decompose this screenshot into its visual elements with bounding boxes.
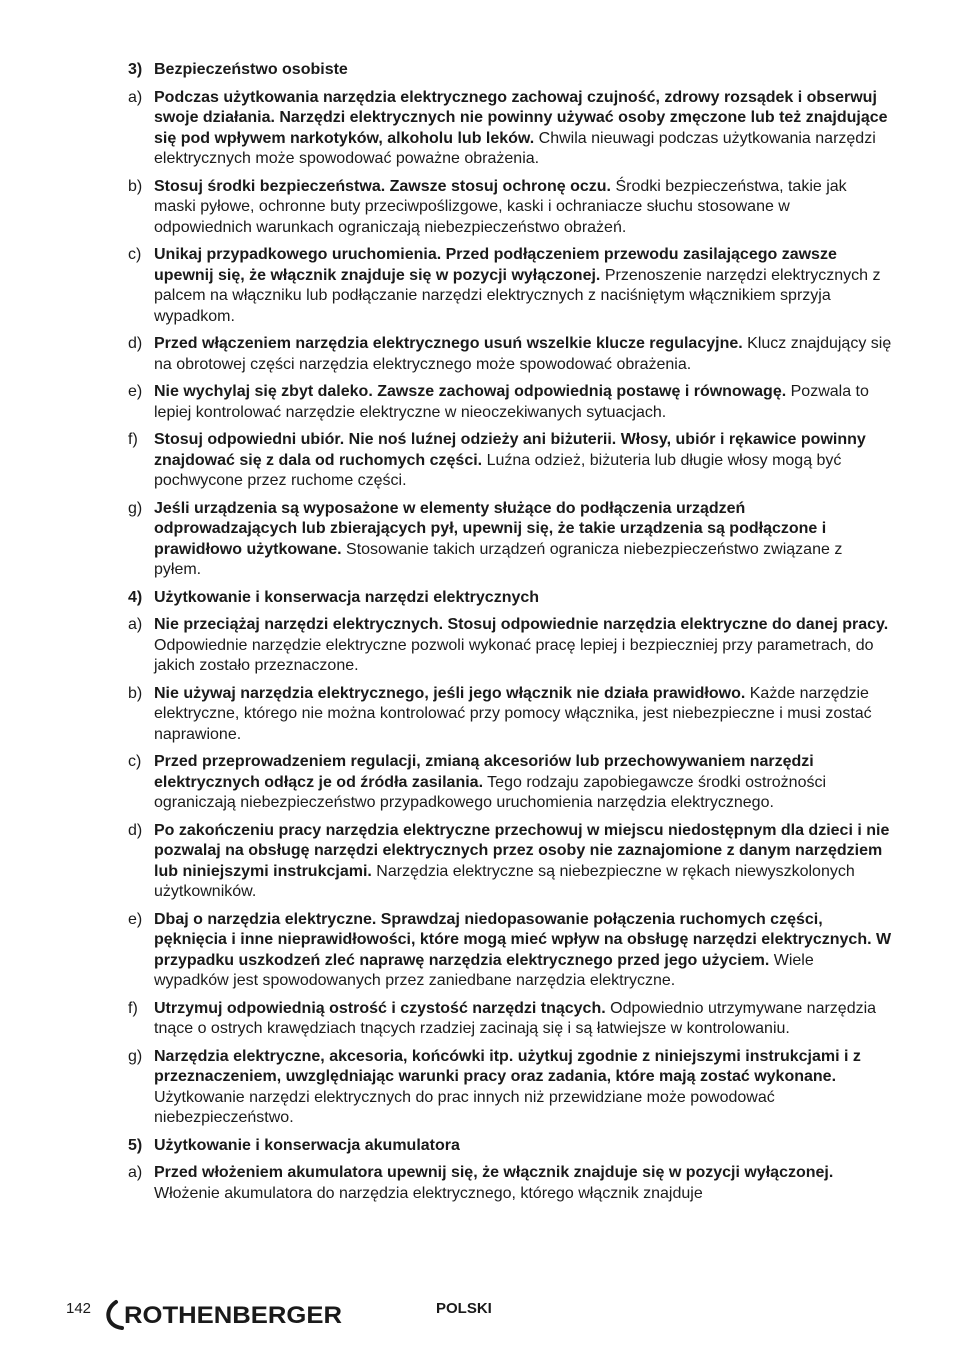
item-letter: g): [128, 1047, 143, 1065]
item-text: [154, 615, 892, 677]
section-number: 5): [128, 1136, 143, 1154]
list-item: [128, 999, 892, 1040]
item-normal-text: Odpowiednie narzędzie elektryczne pozwoli wykonać pracę lepiej i bezpieczniej przy parametrach, do jakich zostało przeznaczone.: [154, 636, 874, 674]
item-letter: e): [128, 383, 143, 400]
item-letter: e): [128, 910, 143, 928]
item-normal-text: Luźna odzież, biżuteria lub długie włosy mogą być pochwycone przez ruchome części.: [154, 451, 842, 489]
item-bold-text: Nie używaj narzędzia elektrycznego, jeśli jego włącznik nie działa prawidłowo.: [154, 684, 746, 702]
page-number: 142: [66, 1300, 92, 1317]
section-title: Bezpieczeństwo osobiste: [154, 61, 348, 78]
item-bold-text: Jeśli urządzenia są wyposażone w elementy służące do podłączenia urządzeń odprowadzających lub zbierających pył, upewnij się, że takie urządzenia są podłączone i prawidłowo użytkowane.: [154, 499, 827, 558]
list-item: [128, 1047, 892, 1129]
item-text: [154, 999, 892, 1040]
list-item: [128, 334, 892, 375]
item-letter: d): [128, 821, 143, 839]
item-text: [154, 752, 892, 814]
item-normal-text: Użytkowanie narzędzi elektrycznych do prac innych niż przewidziane może powodować niebezpieczeństwo.: [154, 1088, 775, 1126]
language-label: POLSKI: [436, 1300, 492, 1317]
item-bold-text: Nie wychylaj się zbyt daleko. Zawsze zachowaj odpowiednią postawę i równowagę.: [154, 383, 787, 400]
item-letter: b): [128, 684, 143, 702]
item-normal-text: Przenoszenie narzędzi elektrycznych z palcem na włączniku lub podłączanie narzędzi elektrycznych z naciśniętym włącznikiem sprzyja wypadkom.: [154, 266, 881, 325]
item-normal-text: Każde narzędzie elektryczne, którego nie można kontrolować przy pomocy włącznika, jest niebezpieczne i musi zostać naprawione.: [154, 684, 872, 743]
item-normal-text: Pozwala to lepiej kontrolować narzędzie elektryczne w nieoczekiwanych sytuacjach.: [154, 383, 869, 421]
section-heading: [128, 60, 892, 81]
item-text: [154, 821, 892, 903]
item-text: [154, 382, 892, 423]
item-bold-text: Przed włożeniem akumulatora upewnij się, że włącznik znajduje się w pozycji wyłączonej.: [154, 1164, 834, 1181]
list-item: [128, 910, 892, 992]
list-item: [128, 752, 892, 814]
item-letter: c): [128, 753, 142, 770]
item-normal-text: Wiele wypadków jest spowodowanych przez zaniedbane narzędzia elektryczne.: [154, 951, 814, 989]
list-item: [128, 88, 892, 170]
section-number: 3): [128, 61, 143, 78]
section-number: 4): [128, 588, 143, 606]
section-title: Użytkowanie i konserwacja akumulatora: [154, 1136, 460, 1154]
list-item: [128, 245, 892, 327]
item-bold-text: Po zakończeniu pracy narzędzia elektryczne przechowuj w miejscu niedostępnym dla dzieci i nie pozwalaj na obsługę narzędzi elektrycznych przez osoby nie zaznajomione z danym narzędziem lub niniejszymi instrukcjami.: [154, 821, 890, 880]
item-text: [154, 430, 892, 492]
item-normal-text: Odpowiednio utrzymywane narzędzia tnące o ostrych krawędziach tnących rzadziej zacinają się i są łatwiejsze w kontrolowaniu.: [154, 999, 877, 1037]
item-letter: f): [128, 431, 138, 448]
list-item: [128, 177, 892, 239]
item-text: [154, 334, 892, 375]
item-bold-text: Przed przeprowadzeniem regulacji, zmianą akcesoriów lub przechowywaniem narzędzi elektrycznych odłącz je od źródła zasilania.: [154, 753, 814, 791]
item-letter: g): [128, 499, 143, 517]
item-bold-text: Narzędzia elektryczne, akcesoria, końcówki itp. użytkuj zgodnie z niniejszymi instrukcjami i z przeznaczeniem, uwzględniając warunki pracy oraz zadania, które mają zostać wykonane.: [154, 1047, 861, 1085]
item-normal-text: Środki bezpieczeństwa, takie jak maski pyłowe, ochronne buty przeciwpoślizgowe, kaski i ochraniacze słuchu stosowane w odpowiednich warunkach ograniczają niebezpieczeństwo obrażeń.: [154, 177, 847, 236]
page-footer: [66, 1296, 866, 1336]
item-bold-text: Dbaj o narzędzia elektryczne. Sprawdzaj niedopasowanie połączenia ruchomych części, pęknięcia i inne nieprawidłowości, które mogą mieć wpływ na obsługę narzędzi elektrycznych. W przypadku uszkodzeń zleć naprawę narzędzia elektrycznego przed jego użyciem.: [154, 910, 892, 969]
item-text: [154, 684, 892, 746]
item-normal-text: Narzędzia elektryczne są niebezpieczne w rękach niewyszkolonych użytkowników.: [154, 862, 855, 900]
section-heading: [128, 1136, 892, 1157]
item-normal-text: Chwila nieuwagi podczas użytkowania narzędzi elektrycznych może spowodować poważne obrażenia.: [154, 129, 876, 167]
item-letter: a): [128, 88, 143, 106]
item-bold-text: Przed włączeniem narzędzia elektrycznego usuń wszelkie klucze regulacyjne.: [154, 335, 743, 352]
item-text: [154, 1163, 892, 1204]
list-item: [128, 1163, 892, 1204]
item-letter: a): [128, 1164, 143, 1181]
brand-text: ROTHENBERGER: [124, 1302, 342, 1329]
section-title: Użytkowanie i konserwacja narzędzi elektrycznych: [154, 588, 540, 606]
item-text: [154, 499, 892, 581]
list-item: [128, 382, 892, 423]
item-letter: a): [128, 616, 143, 633]
item-bold-text: Podczas użytkowania narzędzia elektrycznego zachowaj czujność, zdrowy rozsądek i obserwuj swoje działania. Narzędzi elektrycznych nie powinny używać osoby zmęczone lub też znajdujące się pod wpływem narkotyków, alkoholu lub leków.: [154, 88, 888, 147]
item-normal-text: Klucz znajdujący się na obrotowej części narzędzia elektrycznego może spowodować obrażenia.: [154, 335, 892, 373]
item-bold-text: Utrzymuj odpowiednią ostrość i czystość narzędzi tnących.: [154, 999, 606, 1017]
list-item: [128, 499, 892, 581]
item-bold-text: Nie przeciążaj narzędzi elektrycznych. Stosuj odpowiednie narzędzia elektryczne do danej pracy.: [154, 616, 889, 633]
item-letter: d): [128, 335, 143, 352]
item-bold-text: Unikaj przypadkowego uruchomienia. Przed podłączeniem przewodu zasilającego zawsze upewnij się, że włącznik znajduje się w pozycji wyłączonej.: [154, 246, 837, 284]
list-item: [128, 615, 892, 677]
item-letter: b): [128, 177, 143, 195]
document-page: [128, 60, 892, 1211]
item-normal-text: Włożenie akumulatora do narzędzia elektrycznego, którego włącznik znajduje: [154, 1184, 703, 1202]
item-text: [154, 177, 892, 239]
item-bold-text: Stosuj odpowiedni ubiór. Nie noś luźnej odzieży ani biżuterii. Włosy, ubiór i rękawice powinny znajdować się z dala od ruchomych części.: [154, 431, 866, 469]
item-text: [154, 88, 892, 170]
list-item: [128, 821, 892, 903]
section-heading: [128, 588, 892, 609]
item-text: [154, 1047, 892, 1129]
item-text: [154, 910, 892, 992]
item-normal-text: Tego rodzaju zapobiegawcze środki ostrożności ograniczają niebezpieczeństwo przypadkowego uruchomienia narzędzia elektrycznego.: [154, 773, 827, 811]
item-bold-text: Stosuj środki bezpieczeństwa. Zawsze stosuj ochronę oczu.: [154, 177, 611, 195]
rothenberger-logo: [102, 1296, 352, 1332]
item-letter: c): [128, 246, 142, 263]
item-normal-text: Stosowanie takich urządzeń ogranicza niebezpieczeństwo związane z pyłem.: [154, 540, 843, 578]
item-letter: f): [128, 999, 138, 1017]
list-item: [128, 684, 892, 746]
list-item: [128, 430, 892, 492]
item-text: [154, 245, 892, 327]
